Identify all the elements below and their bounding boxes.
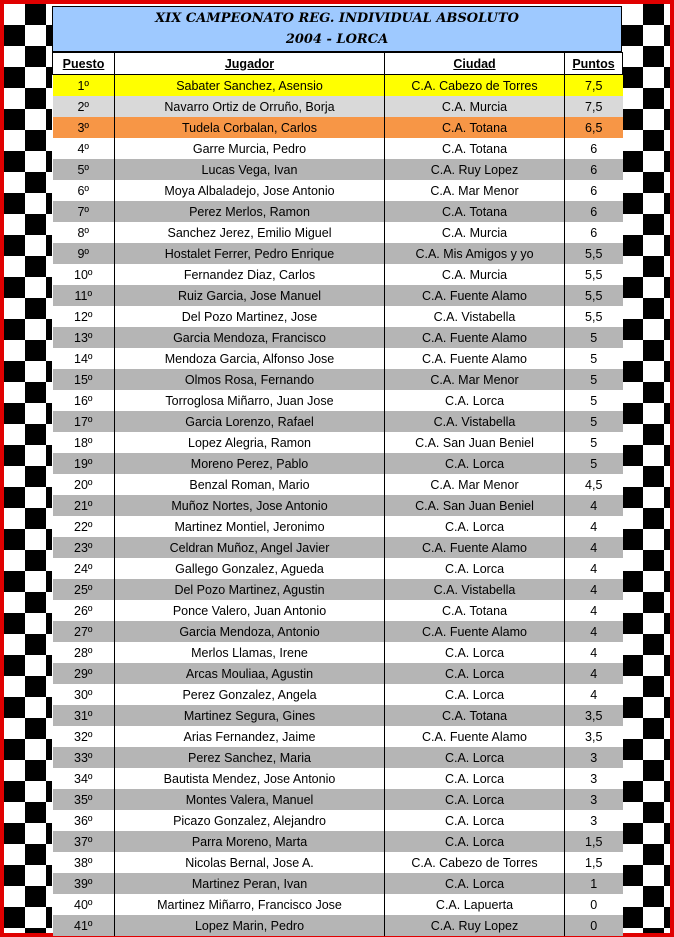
- table-row: [53, 789, 623, 810]
- table-row: [53, 579, 623, 600]
- player-cell: Martinez Peran, Ivan: [115, 873, 385, 894]
- points-cell: 4: [565, 684, 623, 705]
- table-row: [53, 474, 623, 495]
- table-row: [53, 432, 623, 453]
- rank-cell: 10º: [53, 264, 115, 285]
- player-cell: Hostalet Ferrer, Pedro Enrique: [115, 243, 385, 264]
- player-cell: Lopez Alegria, Ramon: [115, 432, 385, 453]
- table-row: [53, 243, 623, 264]
- player-cell: Garre Murcia, Pedro: [115, 138, 385, 159]
- points-cell: 5,5: [565, 285, 623, 306]
- club-cell: C.A. Cabezo de Torres: [385, 852, 565, 873]
- table-row: [53, 516, 623, 537]
- club-cell: C.A. Lorca: [385, 768, 565, 789]
- player-cell: Sanchez Jerez, Emilio Miguel: [115, 222, 385, 243]
- rank-cell: 16º: [53, 390, 115, 411]
- table-row: [53, 285, 623, 306]
- points-cell: 1,5: [565, 852, 623, 873]
- club-cell: C.A. Fuente Alamo: [385, 621, 565, 642]
- player-cell: Parra Moreno, Marta: [115, 831, 385, 852]
- player-cell: Del Pozo Martinez, Agustin: [115, 579, 385, 600]
- table-row: [53, 264, 623, 285]
- club-cell: C.A. Mar Menor: [385, 180, 565, 201]
- club-cell: C.A. Lorca: [385, 684, 565, 705]
- player-cell: Picazo Gonzalez, Alejandro: [115, 810, 385, 831]
- player-cell: Sabater Sanchez, Asensio: [115, 75, 385, 97]
- player-cell: Muñoz Nortes, Jose Antonio: [115, 495, 385, 516]
- points-cell: 1: [565, 873, 623, 894]
- club-cell: C.A. Lorca: [385, 516, 565, 537]
- player-cell: Gallego Gonzalez, Agueda: [115, 558, 385, 579]
- rank-cell: 31º: [53, 705, 115, 726]
- player-cell: Fernandez Diaz, Carlos: [115, 264, 385, 285]
- table-row: [53, 327, 623, 348]
- header-puesto: Puesto: [53, 53, 115, 75]
- table-row: [53, 201, 623, 222]
- club-cell: C.A. Lorca: [385, 831, 565, 852]
- rank-cell: 13º: [53, 327, 115, 348]
- points-cell: 3: [565, 768, 623, 789]
- table-row: [53, 684, 623, 705]
- rank-cell: 27º: [53, 621, 115, 642]
- club-cell: C.A. Murcia: [385, 264, 565, 285]
- club-cell: C.A. Vistabella: [385, 306, 565, 327]
- club-cell: C.A. Lorca: [385, 642, 565, 663]
- points-cell: 4: [565, 663, 623, 684]
- points-cell: 6: [565, 222, 623, 243]
- club-cell: C.A. Lorca: [385, 453, 565, 474]
- player-cell: Ponce Valero, Juan Antonio: [115, 600, 385, 621]
- rank-cell: 9º: [53, 243, 115, 264]
- club-cell: C.A. Lorca: [385, 810, 565, 831]
- club-cell: C.A. Fuente Alamo: [385, 327, 565, 348]
- rank-cell: 21º: [53, 495, 115, 516]
- rank-cell: 25º: [53, 579, 115, 600]
- left-checker-border: [4, 4, 52, 933]
- player-cell: Benzal Roman, Mario: [115, 474, 385, 495]
- rank-cell: 7º: [53, 201, 115, 222]
- table-row: [53, 600, 623, 621]
- table-row: [53, 369, 623, 390]
- player-cell: Moreno Perez, Pablo: [115, 453, 385, 474]
- rank-cell: 37º: [53, 831, 115, 852]
- table-row: [53, 705, 623, 726]
- rank-cell: 8º: [53, 222, 115, 243]
- player-cell: Lopez Marin, Pedro: [115, 915, 385, 936]
- table-row: [53, 642, 623, 663]
- rank-cell: 24º: [53, 558, 115, 579]
- club-cell: C.A. Totana: [385, 705, 565, 726]
- table-row: [53, 873, 623, 894]
- points-cell: 6,5: [565, 117, 623, 138]
- points-cell: 6: [565, 180, 623, 201]
- rank-cell: 22º: [53, 516, 115, 537]
- club-cell: C.A. San Juan Beniel: [385, 495, 565, 516]
- rank-cell: 41º: [53, 915, 115, 936]
- points-cell: 3: [565, 810, 623, 831]
- tournament-title: [52, 6, 622, 52]
- player-cell: Bautista Mendez, Jose Antonio: [115, 768, 385, 789]
- table-row: [53, 390, 623, 411]
- table-row: [53, 306, 623, 327]
- rank-cell: 28º: [53, 642, 115, 663]
- points-cell: 4: [565, 579, 623, 600]
- header-jugador: Jugador: [115, 53, 385, 75]
- table-row: [53, 558, 623, 579]
- club-cell: C.A. Totana: [385, 600, 565, 621]
- table-row: [53, 348, 623, 369]
- table-row: [53, 180, 623, 201]
- rank-cell: 14º: [53, 348, 115, 369]
- points-cell: 3: [565, 747, 623, 768]
- player-cell: Arcas Mouliaa, Agustin: [115, 663, 385, 684]
- points-cell: 5: [565, 411, 623, 432]
- club-cell: C.A. Vistabella: [385, 411, 565, 432]
- points-cell: 1,5: [565, 831, 623, 852]
- table-row: [53, 831, 623, 852]
- points-cell: 4: [565, 600, 623, 621]
- player-cell: Garcia Mendoza, Antonio: [115, 621, 385, 642]
- club-cell: C.A. Totana: [385, 138, 565, 159]
- player-cell: Celdran Muñoz, Angel Javier: [115, 537, 385, 558]
- player-cell: Martinez Miñarro, Francisco Jose: [115, 894, 385, 915]
- points-cell: 4: [565, 642, 623, 663]
- rank-cell: 30º: [53, 684, 115, 705]
- player-cell: Navarro Ortiz de Orruño, Borja: [115, 96, 385, 117]
- club-cell: C.A. Fuente Alamo: [385, 348, 565, 369]
- player-cell: Ruiz Garcia, Jose Manuel: [115, 285, 385, 306]
- title-line-1: XIX CAMPEONATO REG. INDIVIDUAL ABSOLUTO: [155, 11, 519, 26]
- rank-cell: 2º: [53, 96, 115, 117]
- rank-cell: 39º: [53, 873, 115, 894]
- points-cell: 5: [565, 453, 623, 474]
- points-cell: 4,5: [565, 474, 623, 495]
- club-cell: C.A. Ruy Lopez: [385, 159, 565, 180]
- points-cell: 3,5: [565, 726, 623, 747]
- club-cell: C.A. Fuente Alamo: [385, 726, 565, 747]
- player-cell: Torroglosa Miñarro, Juan Jose: [115, 390, 385, 411]
- rank-cell: 29º: [53, 663, 115, 684]
- club-cell: C.A. Fuente Alamo: [385, 537, 565, 558]
- points-cell: 5: [565, 327, 623, 348]
- standings-table: [52, 52, 623, 936]
- points-cell: 5: [565, 432, 623, 453]
- points-cell: 5: [565, 348, 623, 369]
- rank-cell: 5º: [53, 159, 115, 180]
- player-cell: Olmos Rosa, Fernando: [115, 369, 385, 390]
- player-cell: Garcia Lorenzo, Rafael: [115, 411, 385, 432]
- table-row: [53, 495, 623, 516]
- club-cell: C.A. Lorca: [385, 747, 565, 768]
- club-cell: C.A. Cabezo de Torres: [385, 75, 565, 97]
- table-row: [53, 915, 623, 936]
- club-cell: C.A. Lorca: [385, 390, 565, 411]
- rank-cell: 38º: [53, 852, 115, 873]
- table-row: [53, 411, 623, 432]
- header-puntos: Puntos: [565, 53, 623, 75]
- rank-cell: 15º: [53, 369, 115, 390]
- points-cell: 0: [565, 915, 623, 936]
- rank-cell: 34º: [53, 768, 115, 789]
- club-cell: C.A. Totana: [385, 201, 565, 222]
- player-cell: Mendoza Garcia, Alfonso Jose: [115, 348, 385, 369]
- points-cell: 5,5: [565, 264, 623, 285]
- table-row: [53, 75, 623, 97]
- rank-cell: 35º: [53, 789, 115, 810]
- points-cell: 0: [565, 894, 623, 915]
- player-cell: Tudela Corbalan, Carlos: [115, 117, 385, 138]
- points-cell: 4: [565, 558, 623, 579]
- table-row: [53, 138, 623, 159]
- table-row: [53, 894, 623, 915]
- club-cell: C.A. Lorca: [385, 558, 565, 579]
- table-row: [53, 96, 623, 117]
- player-cell: Martinez Montiel, Jeronimo: [115, 516, 385, 537]
- player-cell: Martinez Segura, Gines: [115, 705, 385, 726]
- table-row: [53, 537, 623, 558]
- player-cell: Moya Albaladejo, Jose Antonio: [115, 180, 385, 201]
- points-cell: 4: [565, 495, 623, 516]
- club-cell: C.A. Murcia: [385, 96, 565, 117]
- points-cell: 5: [565, 369, 623, 390]
- club-cell: C.A. Lapuerta: [385, 894, 565, 915]
- club-cell: C.A. Murcia: [385, 222, 565, 243]
- club-cell: C.A. Ruy Lopez: [385, 915, 565, 936]
- points-cell: 3,5: [565, 705, 623, 726]
- rank-cell: 19º: [53, 453, 115, 474]
- points-cell: 7,5: [565, 96, 623, 117]
- rank-cell: 23º: [53, 537, 115, 558]
- rank-cell: 18º: [53, 432, 115, 453]
- player-cell: Perez Merlos, Ramon: [115, 201, 385, 222]
- rank-cell: 36º: [53, 810, 115, 831]
- standings-sheet: [52, 4, 622, 933]
- player-cell: Del Pozo Martinez, Jose: [115, 306, 385, 327]
- rank-cell: 6º: [53, 180, 115, 201]
- table-row: [53, 726, 623, 747]
- points-cell: 6: [565, 201, 623, 222]
- points-cell: 3: [565, 789, 623, 810]
- table-row: [53, 621, 623, 642]
- club-cell: C.A. Lorca: [385, 663, 565, 684]
- table-row: [53, 117, 623, 138]
- player-cell: Lucas Vega, Ivan: [115, 159, 385, 180]
- table-row: [53, 159, 623, 180]
- rank-cell: 4º: [53, 138, 115, 159]
- rank-cell: 11º: [53, 285, 115, 306]
- table-row: [53, 810, 623, 831]
- header-row: [53, 53, 623, 75]
- club-cell: C.A. Fuente Alamo: [385, 285, 565, 306]
- rank-cell: 40º: [53, 894, 115, 915]
- player-cell: Arias Fernandez, Jaime: [115, 726, 385, 747]
- table-row: [53, 663, 623, 684]
- club-cell: C.A. Lorca: [385, 789, 565, 810]
- right-checker-border: [622, 4, 670, 933]
- title-line-2: 2004 - LORCA: [285, 32, 389, 47]
- rank-cell: 33º: [53, 747, 115, 768]
- table-row: [53, 768, 623, 789]
- club-cell: C.A. Vistabella: [385, 579, 565, 600]
- points-cell: 5: [565, 390, 623, 411]
- table-row: [53, 852, 623, 873]
- club-cell: C.A. Mis Amigos y yo: [385, 243, 565, 264]
- rank-cell: 26º: [53, 600, 115, 621]
- club-cell: C.A. Lorca: [385, 873, 565, 894]
- player-cell: Garcia Mendoza, Francisco: [115, 327, 385, 348]
- club-cell: C.A. Mar Menor: [385, 474, 565, 495]
- points-cell: 4: [565, 516, 623, 537]
- player-cell: Perez Gonzalez, Angela: [115, 684, 385, 705]
- player-cell: Nicolas Bernal, Jose A.: [115, 852, 385, 873]
- points-cell: 5,5: [565, 243, 623, 264]
- club-cell: C.A. Totana: [385, 117, 565, 138]
- rank-cell: 3º: [53, 117, 115, 138]
- table-row: [53, 453, 623, 474]
- points-cell: 6: [565, 138, 623, 159]
- standings-body: [53, 75, 623, 937]
- rank-cell: 1º: [53, 75, 115, 97]
- club-cell: C.A. San Juan Beniel: [385, 432, 565, 453]
- table-row: [53, 747, 623, 768]
- points-cell: 7,5: [565, 75, 623, 97]
- player-cell: Montes Valera, Manuel: [115, 789, 385, 810]
- rank-cell: 12º: [53, 306, 115, 327]
- points-cell: 4: [565, 621, 623, 642]
- player-cell: Perez Sanchez, Maria: [115, 747, 385, 768]
- points-cell: 4: [565, 537, 623, 558]
- club-cell: C.A. Mar Menor: [385, 369, 565, 390]
- table-row: [53, 222, 623, 243]
- points-cell: 5,5: [565, 306, 623, 327]
- player-cell: Merlos Llamas, Irene: [115, 642, 385, 663]
- rank-cell: 32º: [53, 726, 115, 747]
- points-cell: 6: [565, 159, 623, 180]
- header-ciudad: Ciudad: [385, 53, 565, 75]
- rank-cell: 17º: [53, 411, 115, 432]
- rank-cell: 20º: [53, 474, 115, 495]
